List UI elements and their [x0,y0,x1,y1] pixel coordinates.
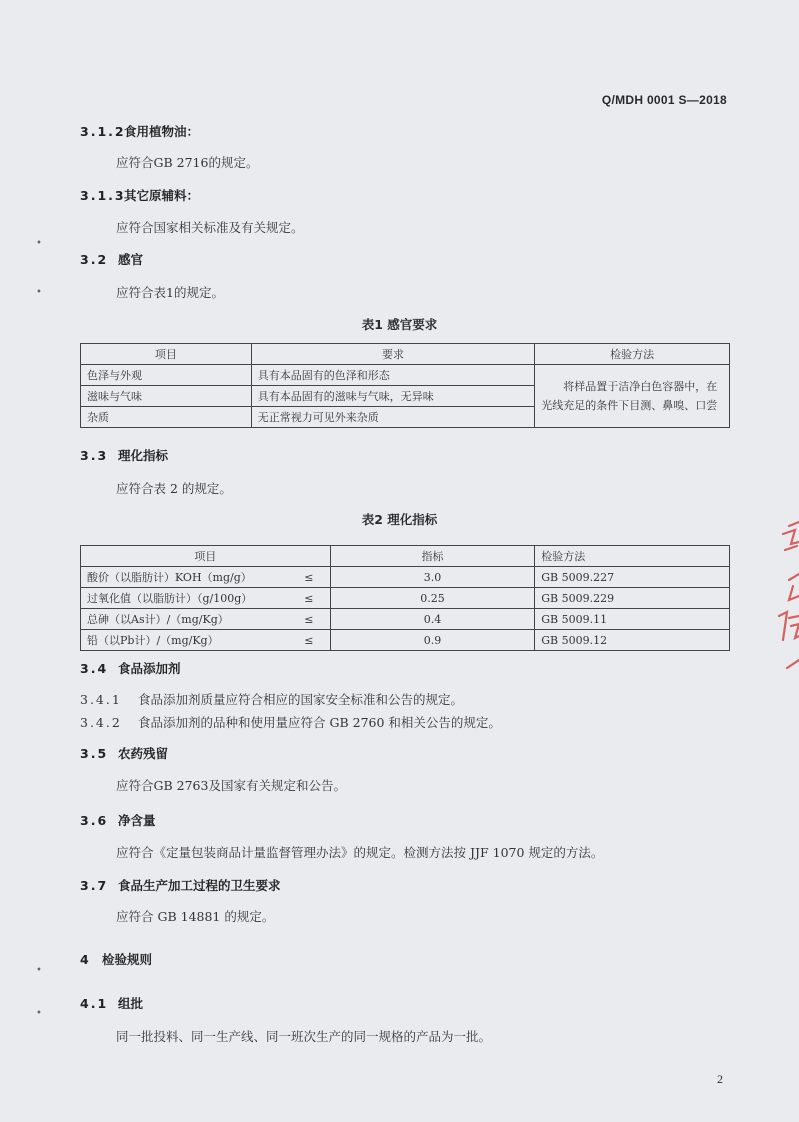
table-header-row [81,546,730,567]
operator-cell: ≤ [288,588,330,609]
section-number: 3.4 [80,661,109,676]
item-cell: 色泽与外观 [81,365,252,386]
table-header-cell: 检验方法 [535,344,730,365]
table-header-cell: 检验方法 [535,546,730,567]
heading-3-2 [80,250,143,268]
operator-cell: ≤ [288,609,330,630]
heading-3-3 [80,446,168,464]
table-header-cell: 要求 [251,344,535,365]
item-cell: 杂质 [81,407,252,428]
section-number: 3.7 [80,878,109,893]
method-cell: GB 5009.12 [535,630,730,651]
value-cell: 0.25 [330,588,535,609]
clause-number: 3.4.2 [80,715,122,730]
table-header-cell: 项目 [81,344,252,365]
section-title: 农药残留 [118,746,169,761]
table1-caption: 表1 感官要求 [361,317,438,332]
item-cell: 酸价（以脂肪计）KOH（mg/g） [81,567,289,588]
clause-3-4-1 [80,690,463,708]
scan-speck: • [36,287,42,298]
section-number: 4 [80,952,89,967]
section-title: 食品生产加工过程的卫生要求 [118,878,281,893]
operator-cell: ≤ [288,630,330,651]
table-row [81,588,730,609]
heading-4 [80,950,152,968]
section-title: 其它原辅料： [124,188,200,203]
heading-3-5 [80,744,168,762]
scan-speck: • [36,965,42,976]
table-row [81,567,730,588]
section-title: 食品添加剂 [118,661,181,676]
page-number: 2 [717,1072,723,1086]
body-3-6: 应符合《定量包装商品计量监督管理办法》的规定。检测方法按 JJF 1070 规定的方法。 [116,845,604,860]
method-cell: GB 5009.227 [535,567,730,588]
section-number: 3.6 [80,813,109,828]
section-number: 3.1.2 [80,124,126,139]
table-row [81,609,730,630]
heading-3-7 [80,876,281,894]
section-number: 3.2 [80,252,109,267]
body-3-7: 应符合 GB 14881 的规定。 [116,909,275,924]
item-cell: 铅（以Pb计）/（mg/Kg） [81,630,289,651]
item-cell: 过氧化值（以脂肪计）（g/100g） [81,588,289,609]
red-seal-stamp [765,520,799,680]
heading-3-1-3 [80,186,199,204]
method-cell: GB 5009.229 [535,588,730,609]
item-cell: 总砷（以As计）/（mg/Kg） [81,609,289,630]
section-title: 净含量 [118,813,156,828]
value-cell: 0.4 [330,609,535,630]
requirement-cell: 无正常视力可见外来杂质 [251,407,535,428]
heading-3-4 [80,659,181,677]
table-row [81,365,730,386]
table2-caption: 表2 理化指标 [361,512,438,527]
requirement-cell: 具有本品固有的滋味与气味，无异味 [251,386,535,407]
body-3-5: 应符合GB 2763及国家有关规定和公告。 [116,778,346,793]
value-cell: 0.9 [330,630,535,651]
section-number: 4.1 [80,996,109,1011]
section-number: 3.3 [80,448,109,463]
requirement-cell: 具有本品固有的色泽和形态 [251,365,535,386]
value-cell: 3.0 [330,567,535,588]
standard-code: Q/MDH 0001 S—2018 [601,93,727,107]
section-title: 感官 [118,252,144,267]
item-cell: 滋味与气味 [81,386,252,407]
heading-3-6 [80,811,156,829]
clause-text: 食品添加剂质量应符合相应的国家安全标准和公告的规定。 [138,692,464,707]
section-title: 检验规则 [102,952,153,967]
clause-text: 食品添加剂的品种和使用量应符合 GB 2760 和相关公告的规定。 [138,715,501,730]
table-sensory-requirements [80,343,730,428]
method-cell: 将样品置于洁净白色容器中，在光线充足的条件下目测、鼻嗅、口尝 [535,365,730,428]
scan-speck: • [36,238,42,249]
table-header-cell: 项目 [81,546,331,567]
section-number: 3.1.3 [80,188,126,203]
table-physicochemical [80,545,730,651]
body-3-1-3: 应符合国家相关标准及有关规定。 [116,220,304,235]
method-cell: GB 5009.11 [535,609,730,630]
body-4-1: 同一批投料、同一生产线、同一班次生产的同一规格的产品为一批。 [116,1029,492,1044]
clause-number: 3.4.1 [80,692,122,707]
body-3-2: 应符合表1的规定。 [116,285,224,300]
section-title: 理化指标 [118,448,169,463]
table-header-row [81,344,730,365]
operator-cell: ≤ [288,567,330,588]
heading-3-1-2 [80,122,199,140]
section-title: 组批 [118,996,144,1011]
table-row [81,630,730,651]
body-3-3: 应符合表 2 的规定。 [116,481,232,496]
section-title: 食用植物油： [124,124,200,139]
table-header-cell: 指标 [330,546,535,567]
section-number: 3.5 [80,746,109,761]
scan-speck: • [36,1008,42,1019]
clause-3-4-2 [80,713,501,731]
heading-4-1 [80,994,143,1012]
body-3-1-2: 应符合GB 2716的规定。 [116,155,259,170]
